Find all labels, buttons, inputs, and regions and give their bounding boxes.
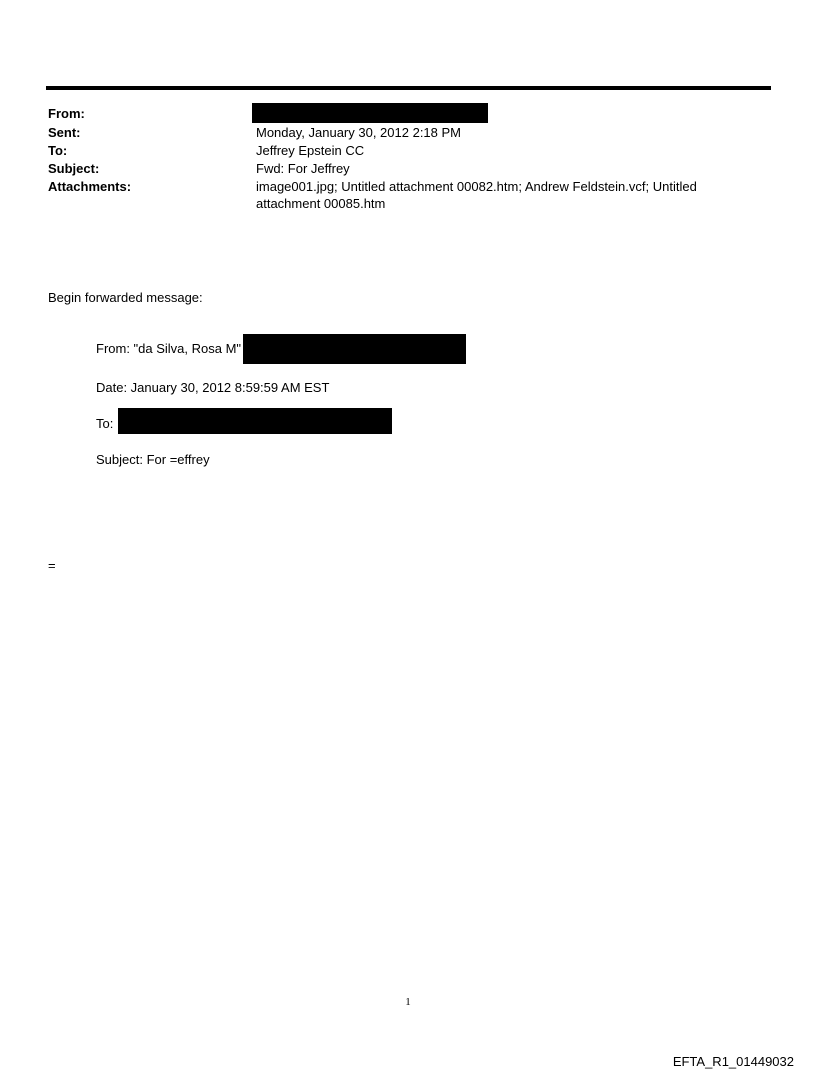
to-value: Jeffrey Epstein CC [256, 143, 365, 158]
sent-label: Sent: [48, 125, 81, 140]
subject-value: Fwd: For Jeffrey [256, 161, 350, 176]
trailing-equals: = [48, 558, 56, 573]
page-number: 1 [405, 996, 411, 1008]
bates-number: EFTA_R1_01449032 [672, 1054, 794, 1069]
redaction-from [252, 103, 488, 123]
forwarded-from: From: "da Silva, Rosa M" [96, 341, 242, 356]
forwarded-date: Date: January 30, 2012 8:59:59 AM EST [96, 380, 330, 395]
redaction-forwarded-to [118, 408, 392, 434]
attachments-label: Attachments: [48, 179, 132, 194]
subject-label: Subject: [48, 161, 100, 176]
sent-value: Monday, January 30, 2012 2:18 PM [256, 125, 461, 140]
forwarded-subject: Subject: For =effrey [96, 452, 210, 467]
redaction-forwarded-from [243, 334, 466, 364]
forward-intro: Begin forwarded message: [48, 290, 203, 305]
attachments-value: image001.jpg; Untitled attachment 00082.htm; Andrew Feldstein.vcf; Untitled attachment 00085.htm [256, 179, 697, 211]
to-label: To: [48, 143, 68, 158]
header-rule [46, 86, 771, 90]
from-label: From: [48, 106, 85, 121]
forwarded-to: To: [96, 416, 114, 431]
